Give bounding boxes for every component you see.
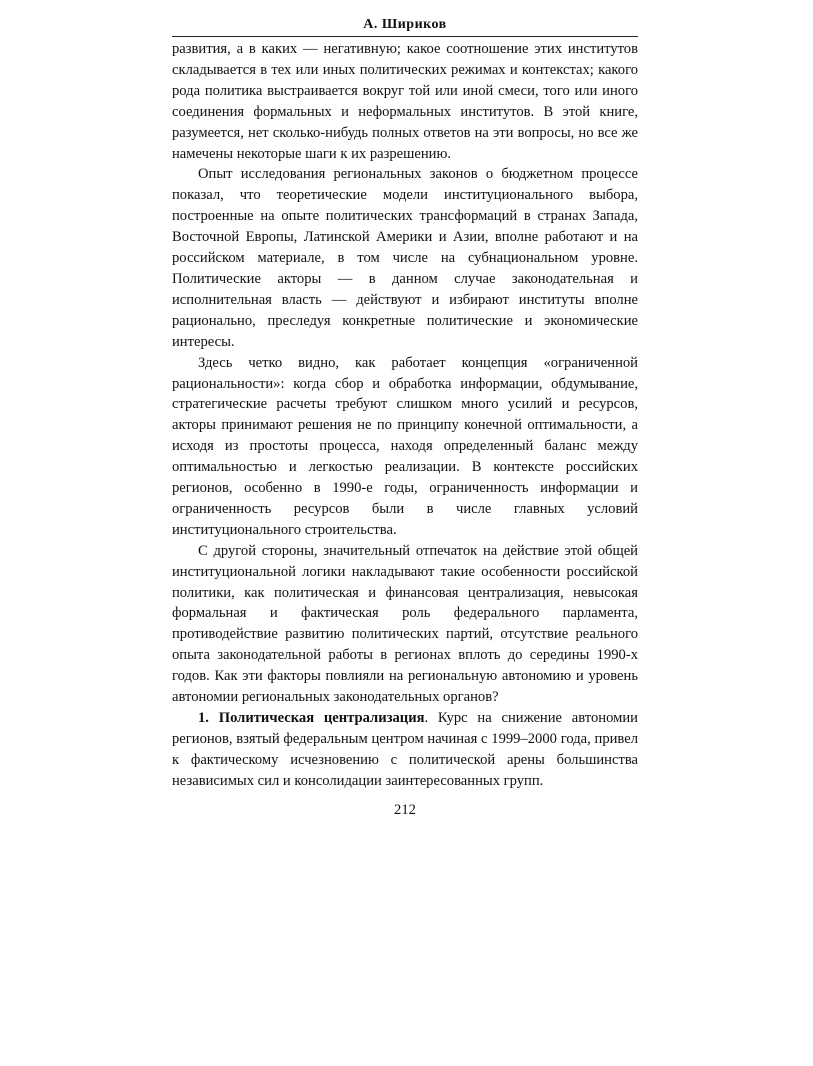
body-text xyxy=(172,39,638,792)
book-page xyxy=(172,14,638,819)
header-rule xyxy=(172,36,638,37)
paragraph: Здесь четко видно, как работает концепция «ограниченной рациональности»: когда сбор и обработка информации, обдумывание, стратегические расчеты требуют слишком много усилий и ресурсов, акторы принимают решения не по принципу конечной оптимальности, а исходя из простоты процесса, находя определенный баланс между оптимальностью и легкостью реализации. В контексте российских регионов, особенно в 1990-е годы, ограниченность информации и ограниченность ресурсов были в числе главных условий институционального строительства. xyxy=(172,354,638,538)
paragraph-section-start xyxy=(172,708,638,792)
section-body: . Курс на снижение автономии регионов, взятый федеральным центром начиная с 1999–2000 года, привел к фактическому исчезновению с политической арены большинства независимых сил и консолидации заинтересованных групп. xyxy=(172,710,638,789)
paragraph: С другой стороны, значительный отпечаток на действие этой общей институциональной логики накладывают такие особенности российской политики, как политическая и финансовая централизация, невысокая формальная и фактическая роль федерального парламента, противодействие развитию политических партий, отсутствие реального опыта законодательной работы в регионах вплоть до середины 1990-х годов. Как эти факторы повлияли на региональную автономию и уровень автономии региональных законодательных органов? xyxy=(172,542,638,706)
page-number: 212 xyxy=(394,801,416,818)
paragraph: Опыт исследования региональных законов о бюджетном процессе показал, что теоретические модели институционального выбора, построенные на опыте политических трансформаций в странах Запада, Восточной Европы, Латинской Америки и Азии, вполне работают и на российском материале, в том числе на субнациональном уровне. Политические акторы — в данном случае законодательная и исполнительная власть — действуют и избирают институты вполне рационально, преследуя конкретные политические и экономические интересы. xyxy=(172,166,638,350)
section-lead: 1. Политическая централизация xyxy=(198,710,425,726)
running-title: А. Шириков xyxy=(363,17,447,32)
paragraph-continued: развития, а в каких — негативную; какое соотношение этих институтов складывается в тех или иных политических режимах и контекстах; какого рода политика выстраивается вокруг той или иной смеси, того или иного соединения формальных и неформальных институтов. В этой книге, разумеется, нет сколько-нибудь полных ответов на эти вопросы, но все же намечены некоторые шаги к их разрешению. xyxy=(172,41,638,162)
